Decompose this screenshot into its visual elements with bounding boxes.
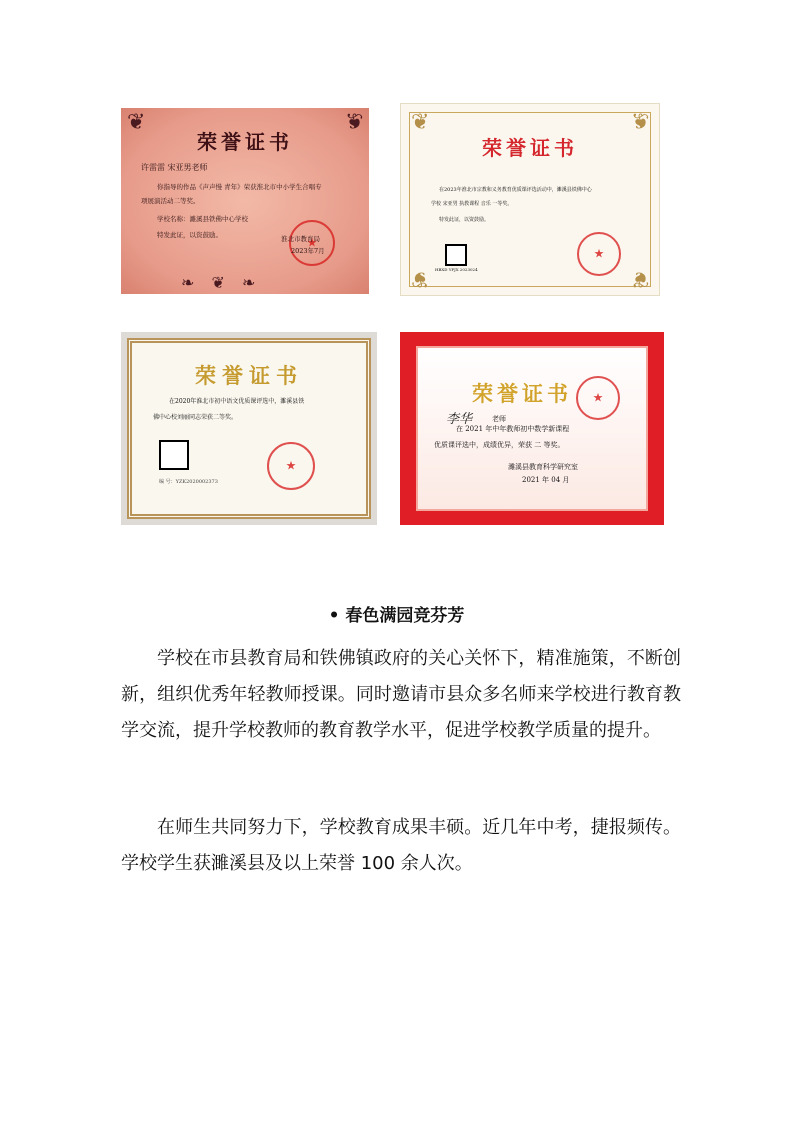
certificate-text: 优质课评选中，成绩优异，荣获 二 等奖。 [434,441,565,449]
certificate-text: 佛中心校刘丽同志荣获二等奖。 [153,414,238,421]
body-paragraph-2: 在师生共同努力下，学校教育成果丰硕。近几年中考，捷报频传。学校学生获濉溪县及以上荣誉 100 余人次。 [121,817,681,874]
certificate-photo-1 [121,108,369,294]
certificate-code: HBXD YPJX 2023024 [435,267,478,272]
certificate-date: 2023年7月 [291,247,325,255]
certificate-text: 特发此证，以资鼓励。 [439,217,490,223]
certificate-recipient-suffix: 老师 [492,415,506,423]
ornament-corner-icon: ❦ [630,266,649,291]
certificate-text: 特发此证，以资鼓励。 [157,231,222,239]
certificate-recipient: 许雷雷 宋亚男老师 [141,163,208,172]
ornament-corner-icon: ❦ [344,110,363,135]
certificate-title: 荣誉证书 [482,136,578,160]
certificate-text: 你指导的作品《声声慢 青年》荣获淮北市中小学生合唱专 [157,183,322,191]
certificate-issuer: 淮北市教育局 [281,235,320,243]
ornament-corner-icon: ❦ [630,110,649,135]
certificate-issuer: 濉溪县教育科学研究室 [508,463,578,471]
ornament-corner-icon: ❦ [411,110,430,135]
ornament-corner-icon: ❦ [411,266,430,291]
certificate-text: 学校名称：濉溪县铁佛中心学校 [157,215,248,223]
certificate-photo-3 [121,332,377,525]
certificate-photo-2 [400,103,660,296]
certificate-title: 荣誉证书 [197,130,293,154]
certificate-title: 荣誉证书 [195,363,303,388]
certificate-text: 在 2021 年中年教师初中数学新课程 [456,425,570,433]
certificate-date: 2021 年 04 月 [522,476,570,484]
body-paragraph-1: 学校在市县教育局和铁佛镇政府的关心关怀下，精准施策，不断创新，组织优秀年轻教师授课。同时邀请市县众多名师来学校进行教育教学交流，提升学校教师的教育教学水平，促进学校教学质量的提升。 [121,648,681,741]
red-seal-icon [267,442,315,490]
red-seal-icon [576,376,620,420]
qr-code-icon [445,244,467,266]
certificate-photo-4 [400,332,664,525]
qr-code-icon [159,440,189,470]
ornament-corner-icon: ❦ [127,110,146,135]
certificate-text: 学校 宋亚男 执教课程 音乐 一等奖。 [431,201,513,207]
certificate-text: 项展演活动二等奖。 [141,197,200,205]
red-seal-icon [289,220,335,266]
certificate-title: 荣誉证书 [472,381,572,406]
certificate-text: 在2023年淮北市宗教和义务教育优质课评选活动中，濉溪县铁佛中心 [439,187,592,193]
ornament-bottom-icon: ❧ ❦ ❧ [181,273,262,292]
certificate-code: 编 号：YZK2020002373 [159,479,218,485]
red-seal-icon [577,232,621,276]
section-heading: • 春色满园竞芬芳 [328,606,465,626]
certificate-text: 在2020年淮北市初中语文优质课评选中，濉溪县铁 [169,398,305,405]
certificate-recipient: 李华 [446,412,473,427]
